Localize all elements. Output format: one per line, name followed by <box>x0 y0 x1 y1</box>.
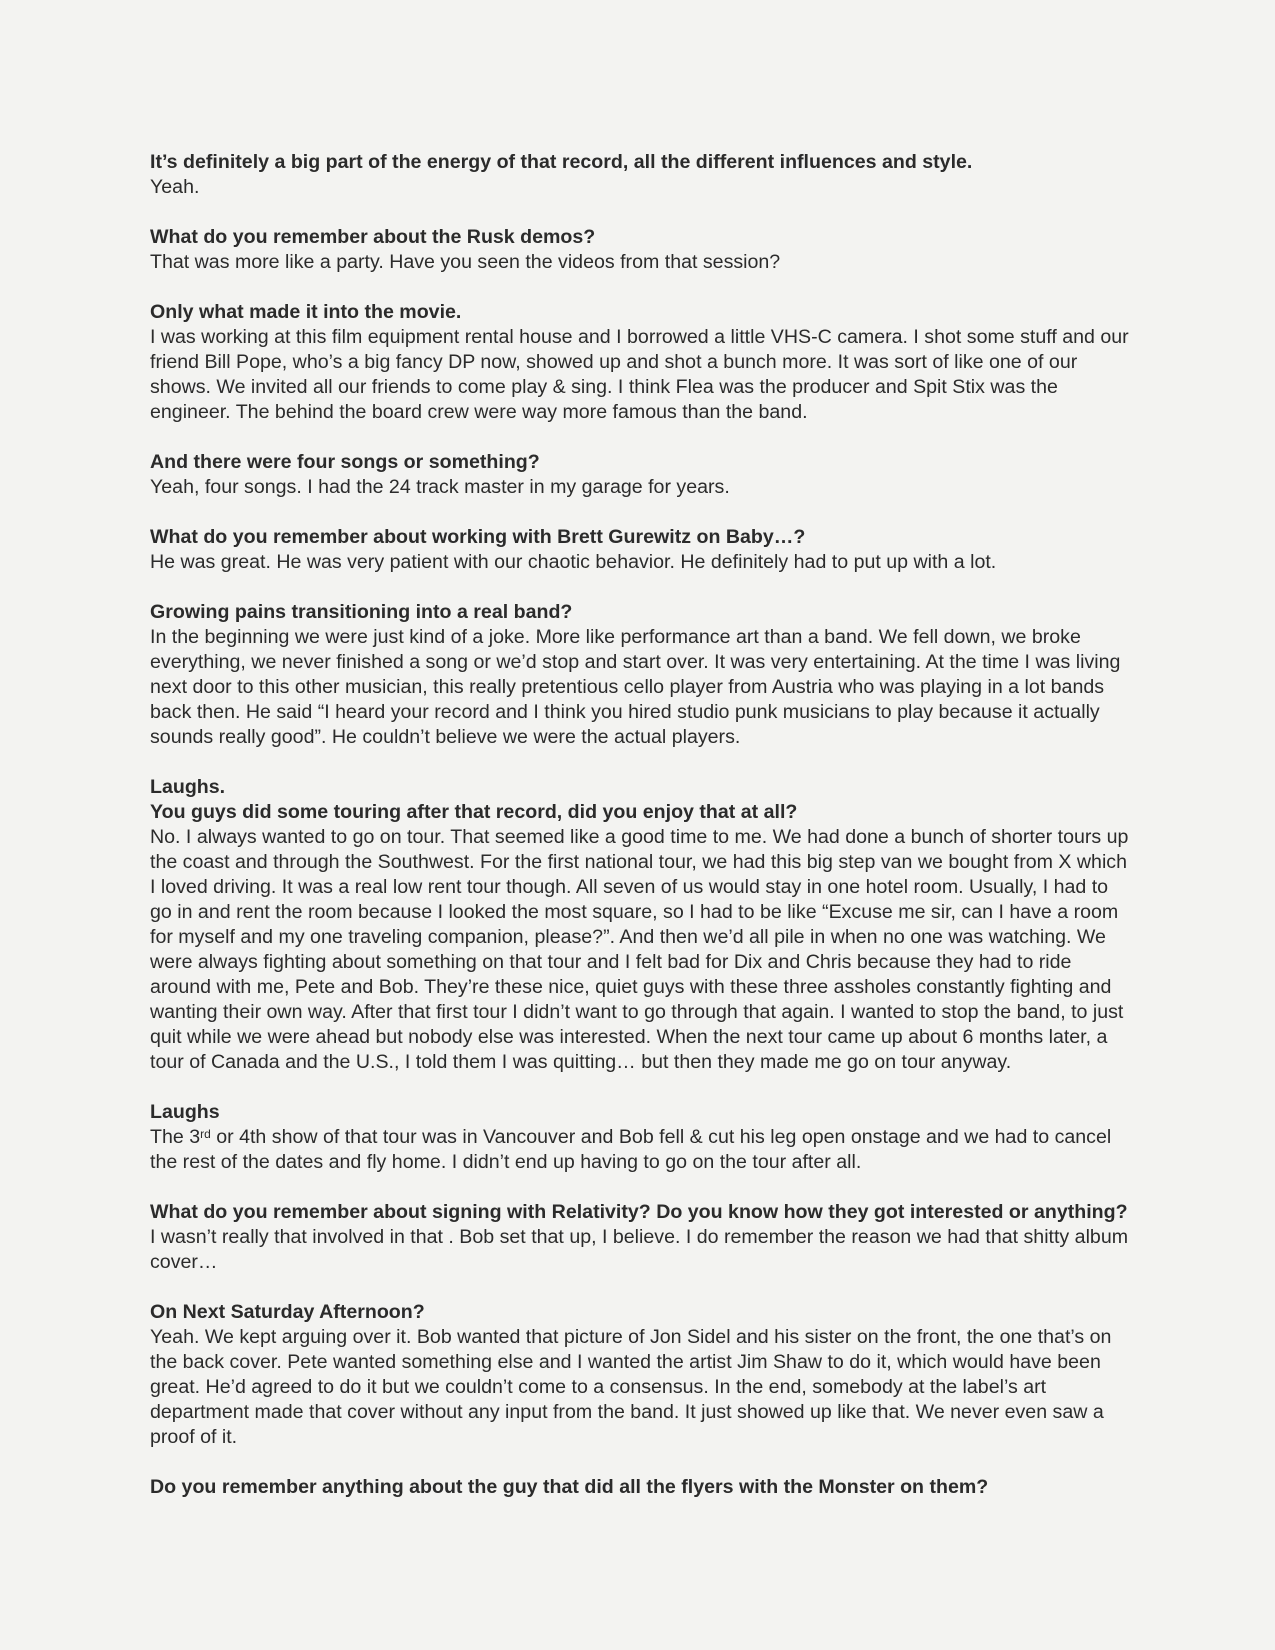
answer: He was great. He was very patient with our chaotic behavior. He definitely had to put up with a lot. <box>150 551 997 573</box>
question: Growing pains transitioning into a real band? <box>150 601 573 623</box>
qa-block-9 <box>150 1200 1135 1275</box>
answer: No. I always wanted to go on tour. That seemed like a good time to me. We had done a bunch of shorter tours up the coast and through the Southwest. For the first national tour, we had this big step van we bought from X which I loved driving. It was a real low rent tour though. All seven of us would stay in one hotel room. Usually, I had to go in and rent the room because I looked the most square, so I had to be like “Excuse me sir, can I have a room for myself and my one traveling companion, please?”. And then we’d all pile in when no one was watching. We were always fighting about something on that tour and I felt bad for Dix and Chris because they had to ride around with me, Pete and Bob. They’re these nice, quiet guys with these three assholes constantly fighting and wanting their own way. After that first tour I didn’t want to go through that again. I wanted to stop the band, to just quit while we were ahead but nobody else was interested. When the next tour came up about 6 months later, a tour of Canada and the U.S., I told them I was quitting… but then they made me go on tour anyway. <box>150 826 1129 1073</box>
interview-text <box>150 150 1135 1500</box>
question: Do you remember anything about the guy that did all the flyers with the Monster on them? <box>150 1476 989 1498</box>
question: Only what made it into the movie. <box>150 301 462 323</box>
answer-text-start: The 3 <box>150 1126 201 1148</box>
qa-block-1 <box>150 150 1135 200</box>
answer: I was working at this film equipment rental house and I borrowed a little VHS-C camera. I shot some stuff and our friend Bill Pope, who’s a big fancy DP now, showed up and shot a bunch more. It was sort of like one of our shows. We invited all our friends to come play & sing. I think Flea was the producer and Spit Stix was the engineer. The behind the board crew were way more famous than the band. <box>150 326 1129 423</box>
ordinal-suffix: rd <box>200 1127 211 1141</box>
question: On Next Saturday Afternoon? <box>150 1301 425 1323</box>
question: You guys did some touring after that record, did you enjoy that at all? <box>150 801 798 823</box>
answer-text-rest: or 4th show of that tour was in Vancouver and Bob fell & cut his leg open onstage and we had to cancel the rest of the dates and fly home. I didn’t end up having to go on the tour after all. <box>150 1126 1112 1173</box>
qa-block-5 <box>150 525 1135 575</box>
qa-block-7 <box>150 775 1135 1075</box>
answer: That was more like a party. Have you seen the videos from that session? <box>150 251 781 273</box>
question: What do you remember about the Rusk demos? <box>150 226 596 248</box>
qa-block-4 <box>150 450 1135 500</box>
qa-block-6 <box>150 600 1135 750</box>
question: It’s definitely a big part of the energy of that record, all the different influences and style. <box>150 151 973 173</box>
qa-block-11 <box>150 1475 1135 1500</box>
qa-block-2 <box>150 225 1135 275</box>
interjection: Laughs. <box>150 776 226 798</box>
answer: Yeah. We kept arguing over it. Bob wanted that picture of Jon Sidel and his sister on the front, the one that’s on the back cover. Pete wanted something else and I wanted the artist Jim Shaw to do it, which would have been great. He’d agreed to do it but we couldn’t come to a consensus. In the end, somebody at the label’s art department made that cover without any input from the band. It just showed up like that. We never even saw a proof of it. <box>150 1326 1112 1448</box>
qa-block-8 <box>150 1100 1135 1175</box>
interjection: Laughs <box>150 1101 220 1123</box>
qa-block-3 <box>150 300 1135 425</box>
answer: Yeah, four songs. I had the 24 track master in my garage for years. <box>150 476 730 498</box>
question: What do you remember about working with Brett Gurewitz on Baby…? <box>150 526 806 548</box>
answer: I wasn’t really that involved in that . Bob set that up, I believe. I do remember the reason we had that shitty album cover… <box>150 1226 1129 1273</box>
question: What do you remember about signing with Relativity? Do you know how they got interested or anything? <box>150 1201 1128 1223</box>
answer: In the beginning we were just kind of a joke. More like performance art than a band. We fell down, we broke everything, we never finished a song or we’d stop and start over. It was very entertaining. At the time I was living next door to this other musician, this really pretentious cello player from Austria who was playing in a lot bands back then. He said “I heard your record and I think you hired studio punk musicians to play because it actually sounds really good”. He couldn’t believe we were the actual players. <box>150 626 1121 748</box>
answer: Yeah. <box>150 176 200 198</box>
qa-block-10 <box>150 1300 1135 1450</box>
answer <box>150 1125 1135 1175</box>
question: And there were four songs or something? <box>150 451 540 473</box>
